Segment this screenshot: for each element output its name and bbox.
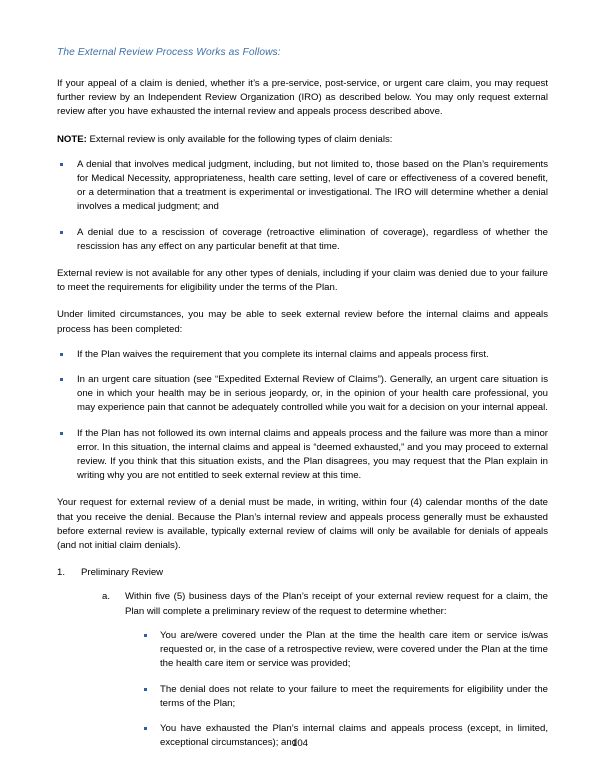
timing-paragraph: Your request for external review of a denial must be made, in writing, within four (4) calendar months of the date that you receive the denial. Because the Plan’s internal review and appeals process generally must be exhausted before external review is available, typically external review of claims will only be available for denials of appeals (and not initial claim denials).: [57, 497, 548, 552]
list-item: [57, 373, 548, 416]
square-bullet-icon: [144, 634, 147, 637]
outline-item-a-text: Within five (5) business days of the Plan’s receipt of your external review request for a claim, the Plan will complete a preliminary review of the request to determine whether:: [125, 591, 548, 617]
list-item-text: A denial due to a rescission of coverage (retroactive elimination of coverage), regardless of whether the rescission has any effect on any particular benefit at that time.: [77, 226, 548, 252]
page-number: 104: [291, 738, 308, 749]
outline-number-marker: 1.: [57, 567, 66, 579]
list-item: [57, 158, 548, 215]
limited-circumstances-intro: Under limited circumstances, you may be able to seek external review before the internal claims and appeals process has been completed:: [57, 309, 548, 335]
outline-item-a: [102, 590, 548, 750]
note-label: NOTE:: [57, 133, 87, 145]
list-item: [57, 226, 548, 254]
list-item-text: If the Plan waives the requirement that you complete its internal claims and appeals process first.: [77, 348, 489, 360]
intro-paragraph: If your appeal of a claim is denied, whether it’s a pre-service, post-service, or urgent care claim, you may request further review by an Independent Review Organization (IRO) as described below. You may only request external review after you have exhausted the internal review and appeals process described above.: [57, 78, 548, 118]
page-content: [57, 46, 548, 761]
outline-lettered-list: [81, 590, 548, 750]
outline-item-preliminary-review: [57, 566, 548, 750]
section-heading: The External Review Process Works as Follows:: [57, 47, 281, 58]
square-bullet-icon: [60, 231, 63, 234]
list-item: [142, 629, 548, 672]
note-paragraph: [57, 133, 548, 147]
square-bullet-icon: [60, 353, 63, 356]
not-available-paragraph: External review is not available for any other types of denials, including if your claim was denied due to your failure to meet the requirements for eligibility under the terms of the Plan.: [57, 268, 548, 294]
denial-types-list: [57, 158, 548, 254]
list-item-text: You are/were covered under the Plan at the time the health care item or service is/was requested or, in the case of a retrospective review, were covered under the Plan at the time the health care item or service was provided;: [160, 629, 548, 670]
outline-item-title: Preliminary Review: [81, 567, 164, 579]
list-item-text: You have exhausted the Plan’s internal claims and appeals process (except, in limited, exceptional circumstances); and: [160, 722, 548, 749]
outline-letter-marker: a.: [102, 591, 111, 603]
list-item-text: In an urgent care situation (see “Expedited External Review of Claims”). Generally, an urgent care situation is one in which your health may be in serious jeopardy, or, in the opinion of your health care professional, you may experience pain that cannot be adequately controlled while you wait for a decision on your internal appeal.: [77, 374, 548, 414]
square-bullet-icon: [144, 727, 147, 730]
list-item: [142, 683, 548, 711]
square-bullet-icon: [60, 163, 63, 166]
square-bullet-icon: [60, 378, 63, 381]
list-item-text: A denial that involves medical judgment, including, but not limited to, those based on the Plan’s requirements for Medical Necessity, appropriateness, health care setting, level of care or effectiveness of a covered benefit, or a determination that a treatment is experimental or investigational. The IRO will determine whether a denial involves a medical judgment; and: [77, 158, 548, 213]
outline-numbered-list: [57, 566, 548, 750]
square-bullet-icon: [144, 688, 147, 691]
list-item-text: If the Plan has not followed its own internal claims and appeals process and the failure was more than a minor error. In this situation, the internal claims and appeal is “deemed exhausted,” and you may proceed to external review. If you think that this situation exists, and the Plan disagrees, you may request that the Plan explain in writing why you are not entitled to seek external review at this time.: [77, 427, 548, 482]
limited-circumstances-list: [57, 348, 548, 484]
list-item: [57, 427, 548, 484]
square-bullet-icon: [60, 432, 63, 435]
preliminary-review-criteria-list: [125, 629, 548, 750]
note-text: External review is only available for the following types of claim denials:: [86, 133, 393, 145]
list-item-text: The denial does not relate to your failure to meet the requirements for eligibility under the terms of the Plan;: [160, 683, 548, 709]
list-item: [57, 348, 548, 362]
